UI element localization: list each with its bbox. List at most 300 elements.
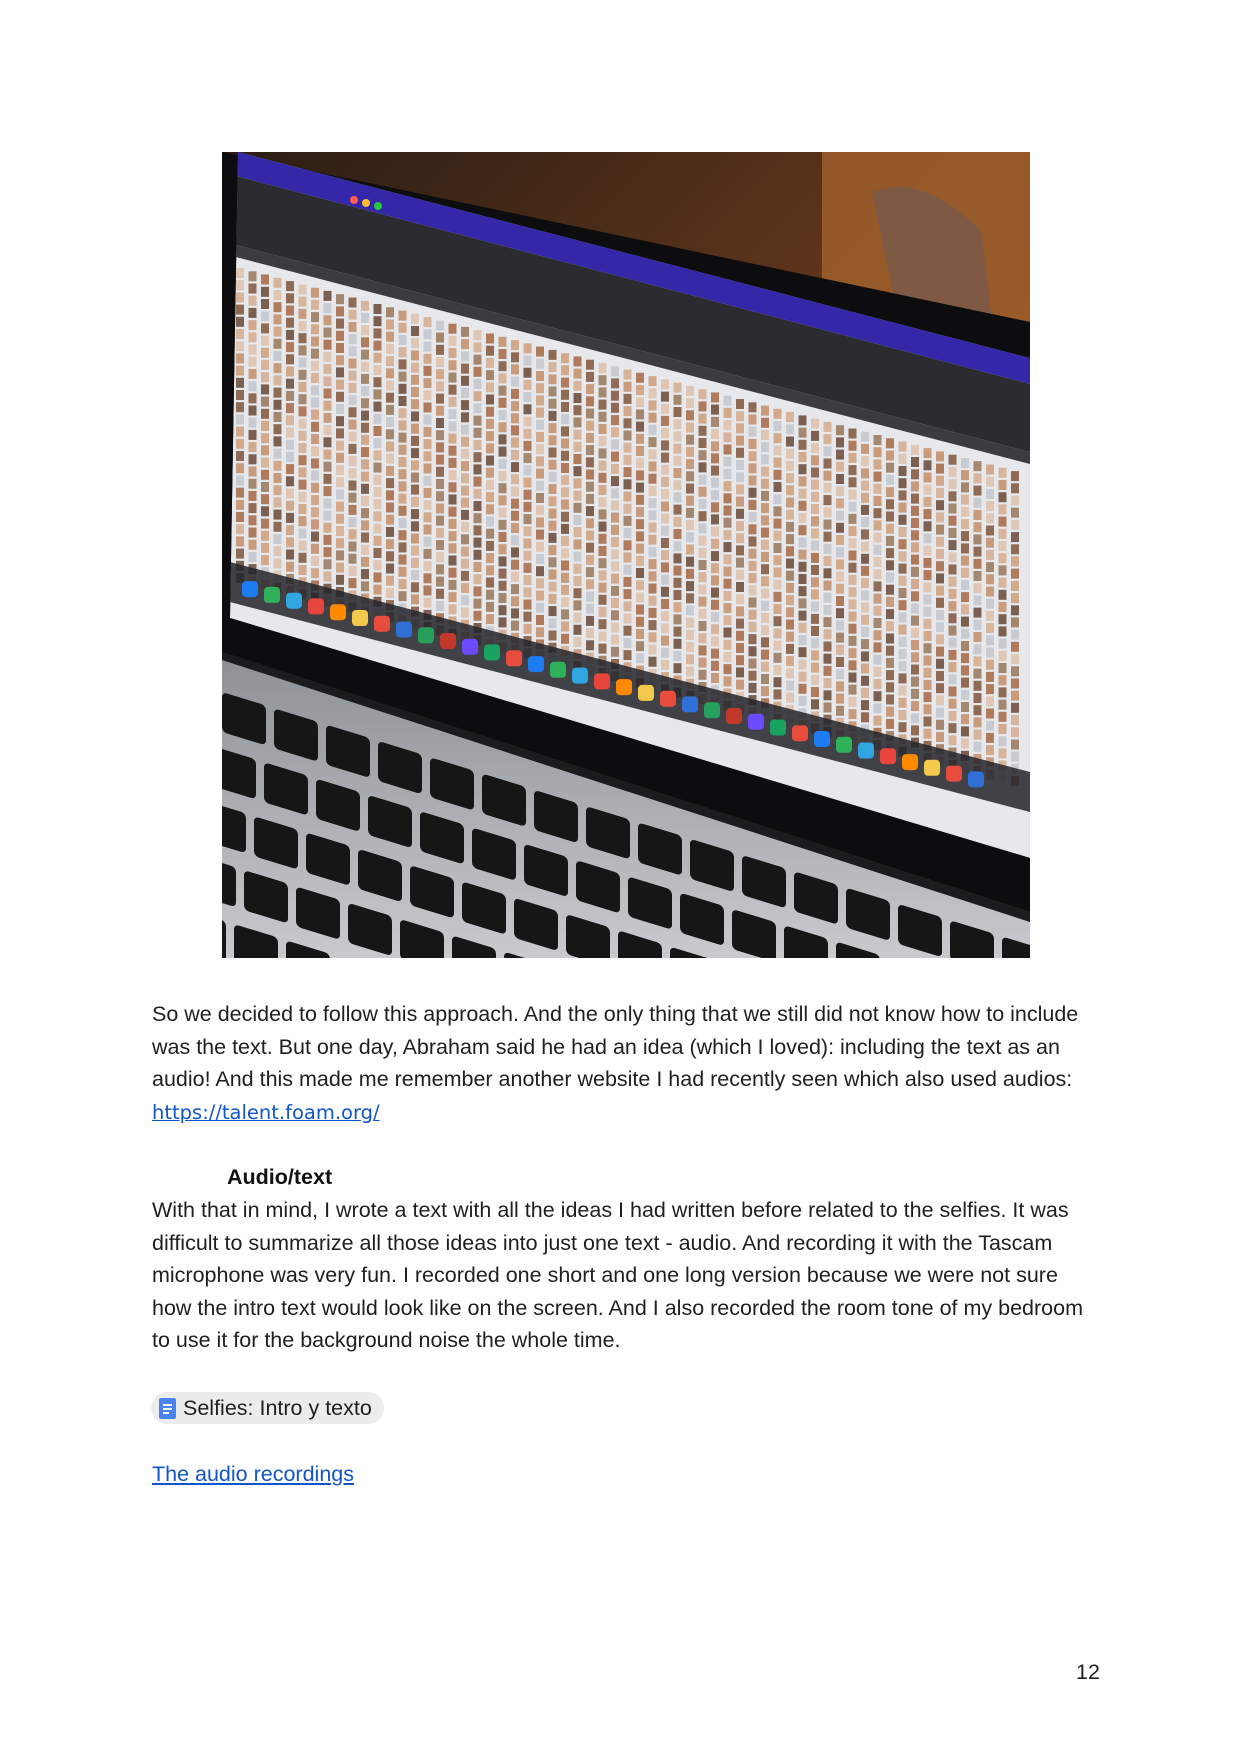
selfie-thumbnail [961,617,969,627]
selfie-thumbnail [986,562,994,572]
selfie-thumbnail [474,403,482,413]
selfie-thumbnail [861,468,869,478]
selfie-thumbnail [349,310,357,320]
selfie-thumbnail [286,501,294,511]
selfie-thumbnail [636,605,644,615]
selfie-thumbnail [586,640,594,650]
selfie-thumbnail [449,543,457,553]
selfie-thumbnail [449,336,457,346]
selfie-thumbnail [711,405,719,415]
selfie-thumbnail [674,627,682,637]
selfie-thumbnail [324,303,332,313]
selfie-thumbnail [974,571,982,581]
selfie-thumbnail [386,490,394,500]
selfie-thumbnail [249,393,257,403]
selfie-thumbnail [711,649,719,659]
selfie-thumbnail [686,447,694,457]
selfie-thumbnail [286,464,294,474]
selfie-thumbnail [611,476,619,486]
selfie-thumbnail [936,549,944,559]
selfie-thumbnail [549,423,557,433]
selfie-thumbnail [424,366,432,376]
selfie-thumbnail [574,515,582,525]
selfie-thumbnail [674,505,682,515]
selfie-thumbnail [299,516,307,526]
selfie-thumbnail [236,353,244,363]
selfie-thumbnail [811,614,819,624]
selfie-thumbnail [699,548,707,558]
selfie-thumbnail [924,558,932,568]
selfie-thumbnail [686,423,694,433]
selfie-thumbnail [961,690,969,700]
selfie-thumbnail [499,544,507,554]
selfie-thumbnail [361,362,369,372]
selfie-thumbnail [286,318,294,328]
selfie-thumbnail [836,669,844,679]
selfie-thumbnail [299,382,307,392]
selfie-thumbnail [361,337,369,347]
selfie-thumbnail [774,482,782,492]
selfie-thumbnail [386,466,394,476]
selfie-thumbnail [911,506,919,516]
selfie-thumbnail [849,429,857,439]
selfie-thumbnail [811,626,819,636]
selfie-thumbnail [799,562,807,572]
selfie-thumbnail [349,542,357,552]
selfie-thumbnail [786,534,794,544]
selfie-thumbnail [274,522,282,532]
selfie-thumbnail [961,568,969,578]
selfie-thumbnail [911,555,919,565]
selfie-thumbnail [849,648,857,658]
selfie-thumbnail [311,507,319,517]
selfie-thumbnail [511,547,519,557]
dock-app-icon [594,673,610,689]
dock-app-icon [638,685,654,701]
selfie-thumbnail [699,450,707,460]
selfie-thumbnail [661,477,669,487]
selfie-thumbnail [824,544,832,554]
selfie-thumbnail [899,637,907,647]
selfie-thumbnail [449,531,457,541]
selfie-thumbnail [849,502,857,512]
selfie-thumbnail [349,493,357,503]
selfie-thumbnail [324,559,332,569]
selfie-thumbnail [311,324,319,334]
selfie-thumbnail [386,539,394,549]
selfie-thumbnail [611,647,619,657]
doc-smart-chip[interactable] [151,1392,384,1424]
selfie-thumbnail [611,525,619,535]
selfie-thumbnail [411,338,419,348]
selfie-thumbnail [624,650,632,660]
selfie-thumbnail [236,427,244,437]
selfie-thumbnail [799,574,807,584]
selfie-thumbnail [999,529,1007,539]
selfie-thumbnail [686,471,694,481]
selfie-thumbnail [286,342,294,352]
selfie-thumbnail [599,583,607,593]
selfie-thumbnail [524,575,532,585]
selfie-thumbnail [699,426,707,436]
selfie-thumbnail [686,618,694,628]
selfie-thumbnail [949,662,957,672]
selfie-thumbnail [986,635,994,645]
selfie-thumbnail [499,434,507,444]
selfie-thumbnail [811,565,819,575]
selfie-thumbnail [774,458,782,468]
selfie-thumbnail [274,388,282,398]
selfie-thumbnail [711,466,719,476]
dock-app-icon [880,748,896,764]
selfie-thumbnail [624,406,632,416]
selfie-thumbnail [886,499,894,509]
selfie-thumbnail [874,594,882,604]
selfie-thumbnail [511,413,519,423]
selfie-thumbnail [799,440,807,450]
selfie-thumbnail [261,348,269,358]
selfie-thumbnail [624,431,632,441]
selfie-thumbnail [411,399,419,409]
selfie-thumbnail [286,440,294,450]
selfie-thumbnail [949,552,957,562]
selfie-thumbnail [836,511,844,521]
selfie-thumbnail [436,552,444,562]
selfie-thumbnail [661,416,669,426]
selfie-thumbnail [649,559,657,569]
selfie-thumbnail [899,515,907,525]
selfie-thumbnail [811,529,819,539]
selfie-thumbnail [786,412,794,422]
selfie-thumbnail [586,494,594,504]
selfie-thumbnail [799,525,807,535]
selfie-thumbnail [761,503,769,513]
dock-app-icon [418,627,434,643]
selfie-thumbnail [436,394,444,404]
selfie-thumbnail [636,409,644,419]
selfie-thumbnail [786,510,794,520]
selfie-thumbnail [724,396,732,406]
selfie-thumbnail [799,537,807,547]
selfie-thumbnail [299,565,307,575]
selfie-thumbnail [699,645,707,655]
selfie-thumbnail [574,393,582,403]
selfie-thumbnail [311,556,319,566]
selfie-thumbnail [649,596,657,606]
dock-app-icon [924,760,940,776]
selfie-thumbnail [824,654,832,664]
paragraph-audio-text: With that in mind, I wrote a text with all the ideas I had written before related to the selfies. It was difficult to summarize all those ideas into just one text - audio. And recording it with the Tascam microphone was very fun. I recorded one short and one long version because we were not sure how the intro text would look like on the screen. And I also recorded the room tone of my bedroom to use it for the background noise the whole time. [152,1198,1083,1353]
selfie-thumbnail [836,694,844,704]
selfie-thumbnail [324,498,332,508]
selfie-thumbnail [424,415,432,425]
selfie-thumbnail [736,436,744,446]
selfie-thumbnail [961,678,969,688]
selfie-thumbnail [386,320,394,330]
selfie-thumbnail [661,379,669,389]
selfie-thumbnail [586,555,594,565]
selfie-thumbnail [574,552,582,562]
selfie-thumbnail [436,601,444,611]
selfie-thumbnail [499,532,507,542]
selfie-thumbnail [724,542,732,552]
selfie-thumbnail [549,594,557,604]
selfie-thumbnail [686,410,694,420]
selfie-thumbnail [374,365,382,375]
selfie-thumbnail [1011,569,1019,579]
selfie-thumbnail [574,369,582,379]
selfie-thumbnail [449,580,457,590]
selfie-thumbnail [499,471,507,481]
selfie-thumbnail [974,742,982,752]
selfie-thumbnail [374,426,382,436]
selfie-thumbnail [499,556,507,566]
selfie-thumbnail [899,490,907,500]
dock-app-icon [484,645,500,661]
selfie-thumbnail [861,554,869,564]
selfie-thumbnail [286,513,294,523]
selfie-thumbnail [874,569,882,579]
selfie-thumbnail [549,374,557,384]
selfie-thumbnail [886,524,894,534]
selfie-thumbnail [736,643,744,653]
selfie-thumbnail [486,529,494,539]
selfie-thumbnail [399,542,407,552]
selfie-thumbnail [524,343,532,353]
selfie-thumbnail [824,520,832,530]
selfie-thumbnail [699,475,707,485]
selfie-thumbnail [849,673,857,683]
selfie-thumbnail [836,584,844,594]
selfie-thumbnail [286,537,294,547]
selfie-thumbnail [624,601,632,611]
selfie-thumbnail [999,480,1007,490]
selfie-thumbnail [924,619,932,629]
selfie-thumbnail [936,561,944,571]
dock-app-icon [968,771,984,787]
selfie-thumbnail [811,589,819,599]
selfie-thumbnail [624,467,632,477]
selfie-thumbnail [511,621,519,631]
selfie-thumbnail [586,384,594,394]
selfie-thumbnail [274,497,282,507]
selfie-thumbnail [574,527,582,537]
selfie-thumbnail [549,533,557,543]
selfie-thumbnail [599,363,607,373]
selfie-thumbnail [699,560,707,570]
selfie-thumbnail [636,568,644,578]
selfie-thumbnail [299,345,307,355]
selfie-thumbnail [561,414,569,424]
selfie-thumbnail [999,468,1007,478]
selfie-thumbnail [461,461,469,471]
selfie-thumbnail [236,451,244,461]
selfie-thumbnail [411,485,419,495]
selfie-thumbnail [786,522,794,532]
selfie-thumbnail [324,523,332,533]
selfie-thumbnail [486,407,494,417]
selfie-thumbnail [549,570,557,580]
selfie-thumbnail [549,472,557,482]
selfie-thumbnail [999,590,1007,600]
selfie-thumbnail [324,352,332,362]
talent-foam-link[interactable]: https://talent.foam.org/ [152,1100,380,1124]
selfie-thumbnail [261,506,269,516]
selfie-thumbnail [786,424,794,434]
selfie-thumbnail [449,397,457,407]
selfie-thumbnail [336,465,344,475]
selfie-thumbnail [686,386,694,396]
selfie-thumbnail [511,352,519,362]
selfie-thumbnail [599,424,607,434]
selfie-thumbnail [899,588,907,598]
selfie-thumbnail [961,519,969,529]
selfie-thumbnail [474,513,482,523]
selfie-thumbnail [799,672,807,682]
selfie-thumbnail [961,470,969,480]
selfie-thumbnail [836,706,844,716]
selfie-thumbnail [924,680,932,690]
selfie-thumbnail [724,530,732,540]
selfie-thumbnail [461,534,469,544]
selfie-thumbnail [561,597,569,607]
selfie-thumbnail [486,419,494,429]
selfie-thumbnail [349,456,357,466]
selfie-thumbnail [499,386,507,396]
selfie-thumbnail [599,412,607,422]
selfie-thumbnail [986,477,994,487]
selfie-thumbnail [499,410,507,420]
selfie-thumbnail [299,528,307,538]
dock-app-icon [902,754,918,770]
selfie-thumbnail [986,696,994,706]
selfie-thumbnail [861,700,869,710]
selfie-thumbnail [311,434,319,444]
selfie-thumbnail [999,578,1007,588]
selfie-thumbnail [786,607,794,617]
selfie-thumbnail [536,554,544,564]
selfie-thumbnail [374,463,382,473]
selfie-thumbnail [661,611,669,621]
selfie-thumbnail [749,573,757,583]
selfie-thumbnail [636,483,644,493]
selfie-thumbnail [674,663,682,673]
selfie-thumbnail [961,629,969,639]
selfie-thumbnail [811,675,819,685]
selfie-thumbnail [799,464,807,474]
dock-app-icon [264,587,280,603]
selfie-thumbnail [511,572,519,582]
selfie-thumbnail [649,571,657,581]
selfie-thumbnail [799,696,807,706]
selfie-thumbnail [961,495,969,505]
selfie-thumbnail [949,479,957,489]
dock-app-icon [506,650,522,666]
selfie-thumbnail [686,606,694,616]
selfie-thumbnail [436,333,444,343]
selfie-thumbnail [374,402,382,412]
selfie-thumbnail [949,735,957,745]
selfie-thumbnail [861,493,869,503]
selfie-thumbnail [674,431,682,441]
selfie-thumbnail [336,502,344,512]
selfie-thumbnail [374,560,382,570]
selfie-thumbnail [836,425,844,435]
selfie-thumbnail [924,570,932,580]
selfie-thumbnail [711,575,719,585]
selfie-thumbnail [949,687,957,697]
selfie-thumbnail [336,294,344,304]
selfie-thumbnail [336,404,344,414]
selfie-thumbnail [499,459,507,469]
selfie-thumbnail [836,486,844,496]
selfie-thumbnail [549,484,557,494]
selfie-thumbnail [549,545,557,555]
selfie-thumbnail [861,603,869,613]
selfie-thumbnail [274,400,282,410]
selfie-thumbnail [361,569,369,579]
selfie-thumbnail [986,623,994,633]
selfie-thumbnail [611,488,619,498]
selfie-thumbnail [399,420,407,430]
selfie-thumbnail [561,475,569,485]
selfie-thumbnail [324,474,332,484]
selfie-thumbnail [1011,593,1019,603]
selfie-thumbnail [724,432,732,442]
selfie-thumbnail [974,644,982,654]
selfie-thumbnail [711,429,719,439]
selfie-thumbnail [599,400,607,410]
selfie-thumbnail [661,648,669,658]
selfie-thumbnail [986,489,994,499]
selfie-thumbnail [799,452,807,462]
selfie-thumbnail [411,521,419,531]
audio-recordings-link[interactable]: The audio recordings [152,1462,354,1486]
selfie-thumbnail [599,607,607,617]
selfie-thumbnail [424,329,432,339]
dock-app-icon [858,743,874,759]
selfie-thumbnail [824,617,832,627]
selfie-thumbnail [411,411,419,421]
selfie-thumbnail [736,545,744,555]
selfie-thumbnail [611,598,619,608]
selfie-thumbnail [486,602,494,612]
selfie-thumbnail [949,577,957,587]
selfie-thumbnail [974,669,982,679]
selfie-thumbnail [549,387,557,397]
selfie-thumbnail [799,550,807,560]
selfie-thumbnail [911,616,919,626]
selfie-thumbnail [686,459,694,469]
selfie-thumbnail [636,531,644,541]
selfie-thumbnail [699,658,707,668]
selfie-thumbnail [336,563,344,573]
selfie-thumbnail [474,428,482,438]
selfie-thumbnail [811,663,819,673]
selfie-thumbnail [936,695,944,705]
dock-app-icon [704,702,720,718]
selfie-thumbnail [936,634,944,644]
selfie-thumbnail [399,384,407,394]
selfie-thumbnail [886,475,894,485]
selfie-thumbnail [561,634,569,644]
selfie-thumbnail [461,449,469,459]
selfie-thumbnail [336,489,344,499]
selfie-thumbnail [961,580,969,590]
selfie-thumbnail [761,625,769,635]
selfie-thumbnail [599,497,607,507]
selfie-thumbnail [286,306,294,316]
